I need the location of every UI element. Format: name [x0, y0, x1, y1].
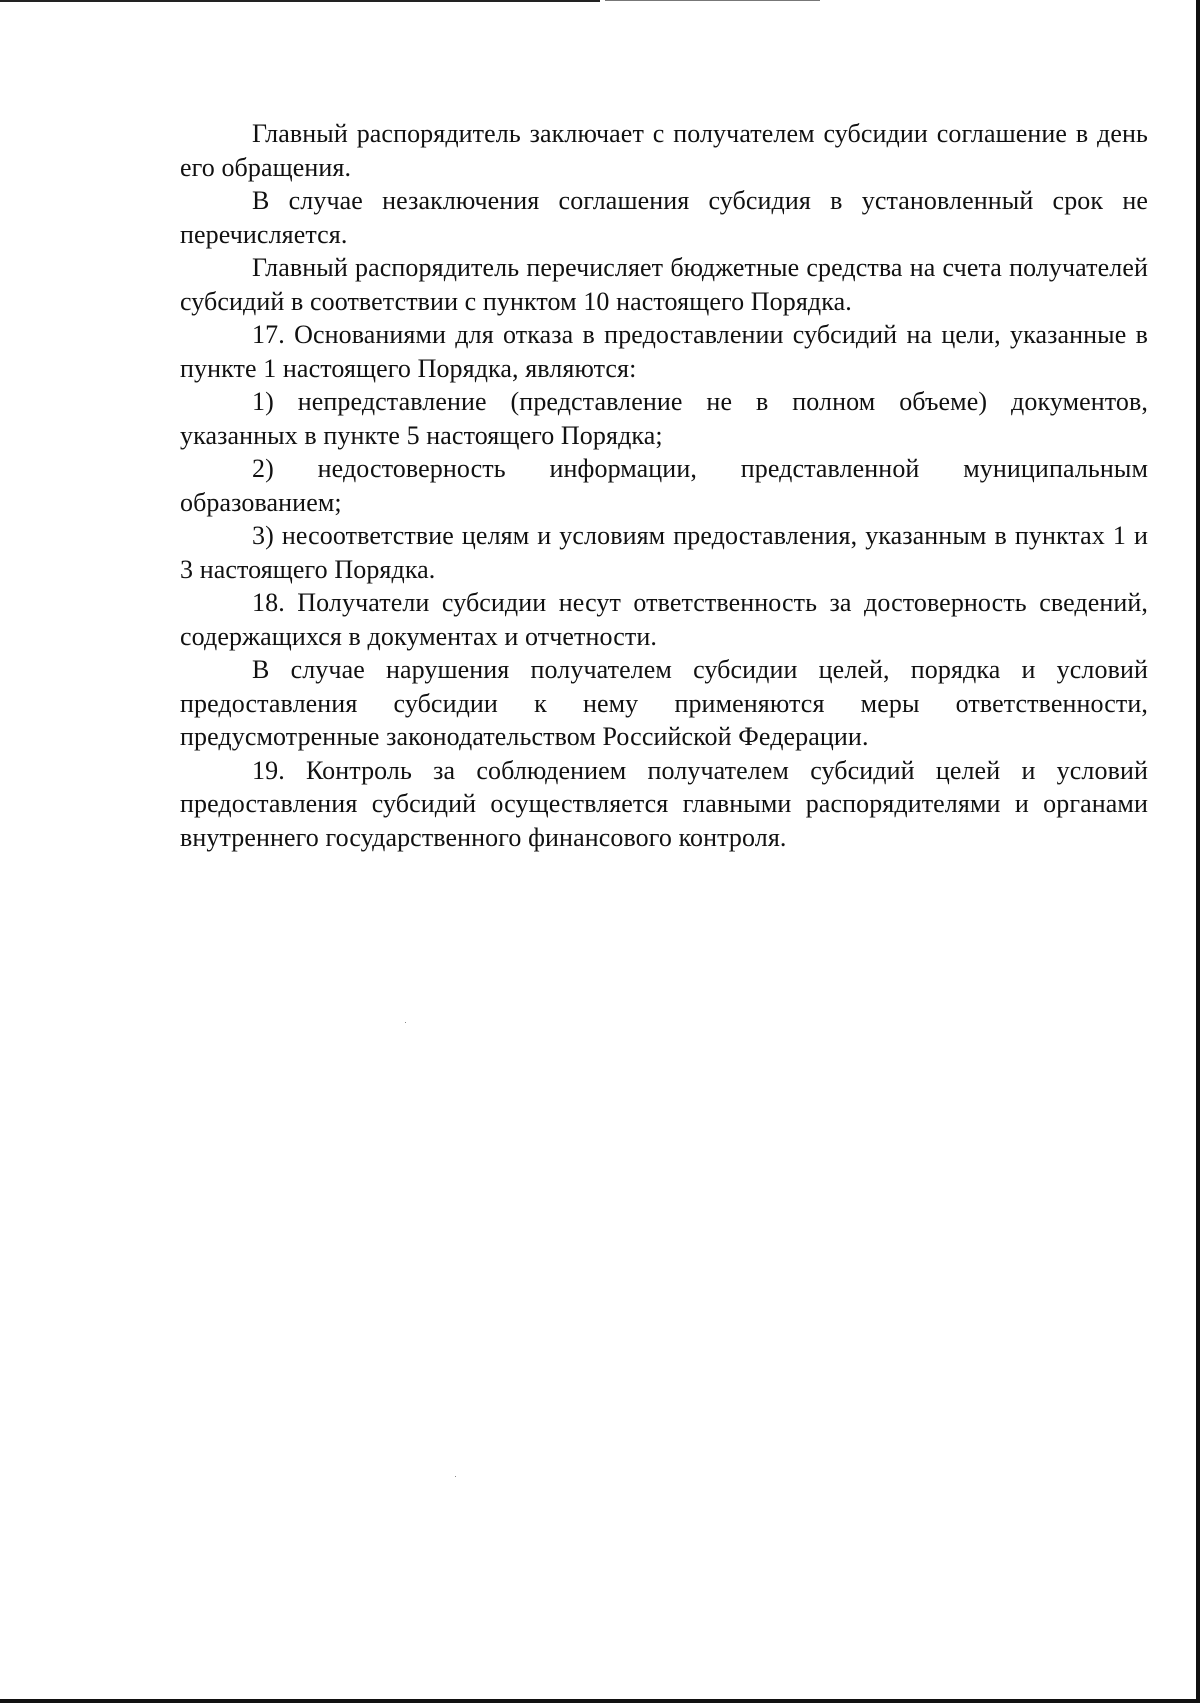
scan-speck	[455, 1476, 456, 1477]
paragraph-funds-transfer: Главный распорядитель перечисляет бюджетные средства на счета получателей субсидий в соответствии с пунктом 10 настоящего Порядка.	[180, 253, 1148, 316]
paragraph-control: 19. Контроль за соблюдением получателем субсидий целей и условий предоставления субсидий осуществляется главными распорядителями и органами внутреннего государственного финансового контроля.	[180, 755, 1148, 852]
list-item-refusal-2: 2) недостоверность информации, представленной муниципальным образованием;	[180, 454, 1148, 517]
list-item-refusal-3: 3) несоответствие целям и условиям предоставления, указанным в пунктах 1 и 3 настоящего Порядка.	[180, 521, 1148, 584]
scan-edge-right	[1196, 0, 1200, 1703]
paragraph-violation-measures: В случае нарушения получателем субсидии целей, порядка и условий предоставления субсидии к нему применяются меры ответственности, предусмотренные законодательством Российской Федерации.	[180, 655, 1148, 751]
list-item-refusal-1: 1) непредставление (представление не в полном объеме) документов, указанных в пункте 5 настоящего Порядка;	[180, 387, 1148, 450]
paragraph-responsibility: 18. Получатели субсидии несут ответственность за достоверность сведений, содержащихся в документах и отчетности.	[180, 588, 1148, 651]
scan-edge-top-thin	[605, 0, 820, 1]
scan-edge-top	[0, 0, 600, 2]
paragraph-refusal-grounds: 17. Основаниями для отказа в предоставлении субсидий на цели, указанные в пункте 1 настоящего Порядка, являются:	[180, 320, 1148, 383]
scan-speck	[405, 1022, 406, 1023]
paragraph-agreement-conclusion: Главный распорядитель заключает с получателем субсидии соглашение в день его обращения.	[180, 119, 1148, 182]
scan-edge-bottom	[0, 1699, 1200, 1703]
document-body	[180, 117, 1148, 854]
paragraph-no-agreement: В случае незаключения соглашения субсидия в установленный срок не перечисляется.	[180, 186, 1148, 249]
